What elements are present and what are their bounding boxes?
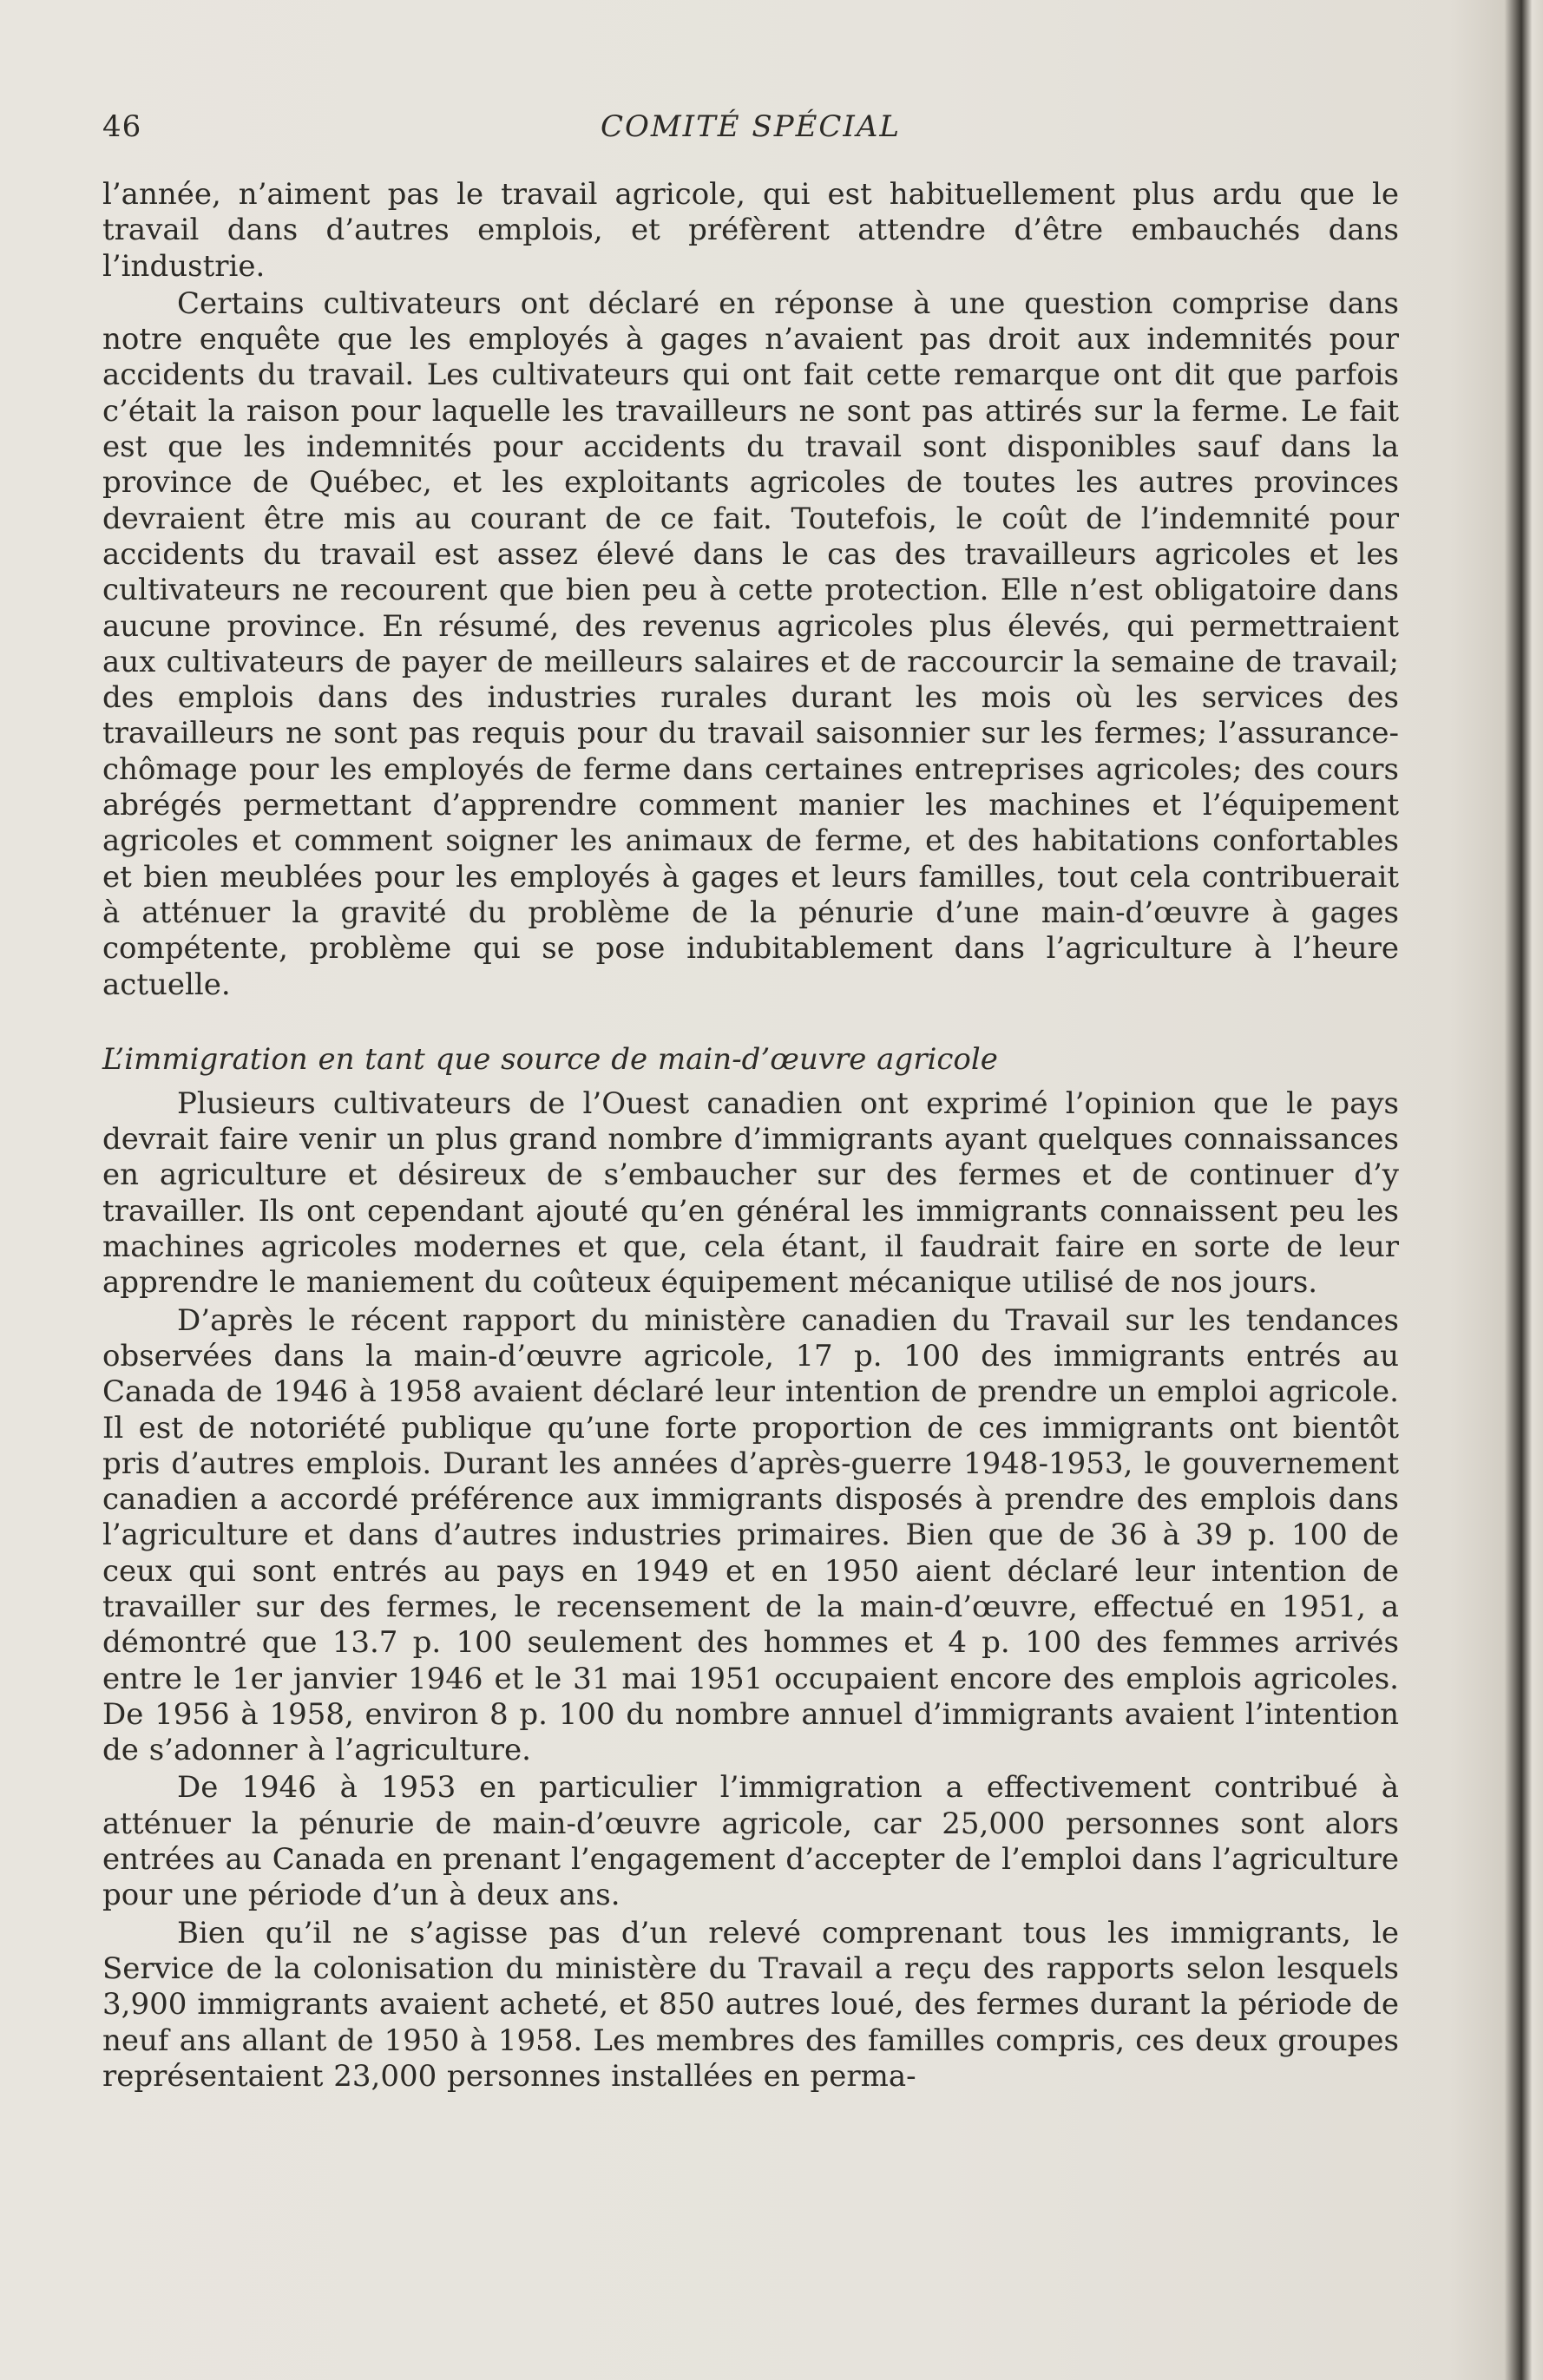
- paragraph: D’après le récent rapport du ministère canadien du Travail sur les tendances observées dans la main-d’œuvre agricole, 17 p. 100 des immigrants entrés au Canada de 1946 à 1958 avaient déclaré leur intention de prendre un emploi agricole. Il est de notoriété publique qu’une forte proportion de ces immigrants ont bientôt pris d’autres emplois. Durant les années d’après-guerre 1948-1953, le gouvernement canadien a accordé préférence aux immigrants disposés à prendre des emplois dans l’agriculture et dans d’autres industries primaires. Bien que de 36 à 39 p. 100 de ceux qui sont entrés au pays en 1949 et en 1950 aient déclaré leur intention de travailler sur des fermes, le recensement de la main-d’œuvre, effectué en 1951, a démontré que 13.7 p. 100 seulement des hommes et 4 p. 100 des femmes arrivés entre le 1er janvier 1946 et le 31 mai 1951 occupaient encore des emplois agricoles. De 1956 à 1958, environ 8 p. 100 du nombre annuel d’immigrants avaient l’intention de s’adonner à l’agriculture.: [102, 1302, 1399, 1768]
- running-title: COMITÉ SPÉCIAL: [600, 109, 901, 144]
- paragraph: Certains cultivateurs ont déclaré en réponse à une question comprise dans notre enquête que les employés à gages n’avaient pas droit aux indemnités pour accidents du travail. Les cultivateurs qui ont fait cette remarque ont dit que parfois c’était la raison pour laquelle les travailleurs ne sont pas attirés sur la ferme. Le fait est que les indemnités pour accidents du travail sont disponibles sauf dans la province de Québec, et les exploitants agricoles de toutes les autres provinces devraient être mis au courant de ce fait. Toutefois, le coût de l’indemnité pour accidents du travail est assez élevé dans le cas des travailleurs agricoles et les cultivateurs ne recourent que bien peu à cette protection. Elle n’est obligatoire dans aucune province. En résumé, des revenus agricoles plus élevés, qui permettraient aux cultivateurs de payer de meilleurs salaires et de raccourcir la semaine de travail; des emplois dans des industries rurales durant les mois où les services des travailleurs ne sont pas requis pour du travail saisonnier sur les fermes; l’assurance-chômage pour les employés de ferme dans certaines entreprises agricoles; des cours abrégés permettant d’apprendre comment manier les machines et l’équipement agricoles et comment soigner les animaux de ferme, et des habitations confortables et bien meublées pour les employés à gages et leurs familles, tout cela contribuerait à atténuer la gravité du problème de la pénurie d’une main-d’œuvre à gages compétente, problème qui se pose indubitablement dans l’agriculture à l’heure actuelle.: [102, 285, 1399, 1002]
- page-number: 46: [102, 109, 142, 144]
- body-text: [102, 177, 1399, 2095]
- page-header: [102, 102, 1399, 151]
- paragraph-continued: l’année, n’aiment pas le travail agricole, qui est habituellement plus ardu que le travail dans d’autres emplois, et préfèrent attendre d’être embauchés dans l’industrie.: [102, 177, 1399, 284]
- paragraph: De 1946 à 1953 en particulier l’immigration a effectivement contribué à atténuer la pénurie de main-d’œuvre agricole, car 25,000 personnes sont alors entrées au Canada en prenant l’engagement d’accepter de l’emploi dans l’agriculture pour une période d’un à deux ans.: [102, 1770, 1399, 1913]
- section-heading: L’immigration en tant que source de main-d’œuvre agricole: [102, 1041, 998, 1077]
- paragraph: Bien qu’il ne s’agisse pas d’un relevé comprenant tous les immigrants, le Service de la colonisation du ministère du Travail a reçu des rapports selon lesquels 3,900 immigrants avaient acheté, et 850 autres loué, des fermes durant la période de neuf ans allant de 1950 à 1958. Les membres des familles compris, ces deux groupes représentaient 23,000 personnes installées en perma-: [102, 1915, 1399, 2094]
- paragraph: Plusieurs cultivateurs de l’Ouest canadien ont exprimé l’opinion que le pays devrait faire venir un plus grand nombre d’immigrants ayant quelques connaissances en agriculture et désireux de s’embaucher sur des fermes et de continuer d’y travailler. Ils ont cependant ajouté qu’en général les immigrants connaissent peu les machines agricoles modernes et que, cela étant, il faudrait faire en sorte de leur apprendre le maniement du coûteux équipement mécanique utilisé de nos jours.: [102, 1085, 1399, 1301]
